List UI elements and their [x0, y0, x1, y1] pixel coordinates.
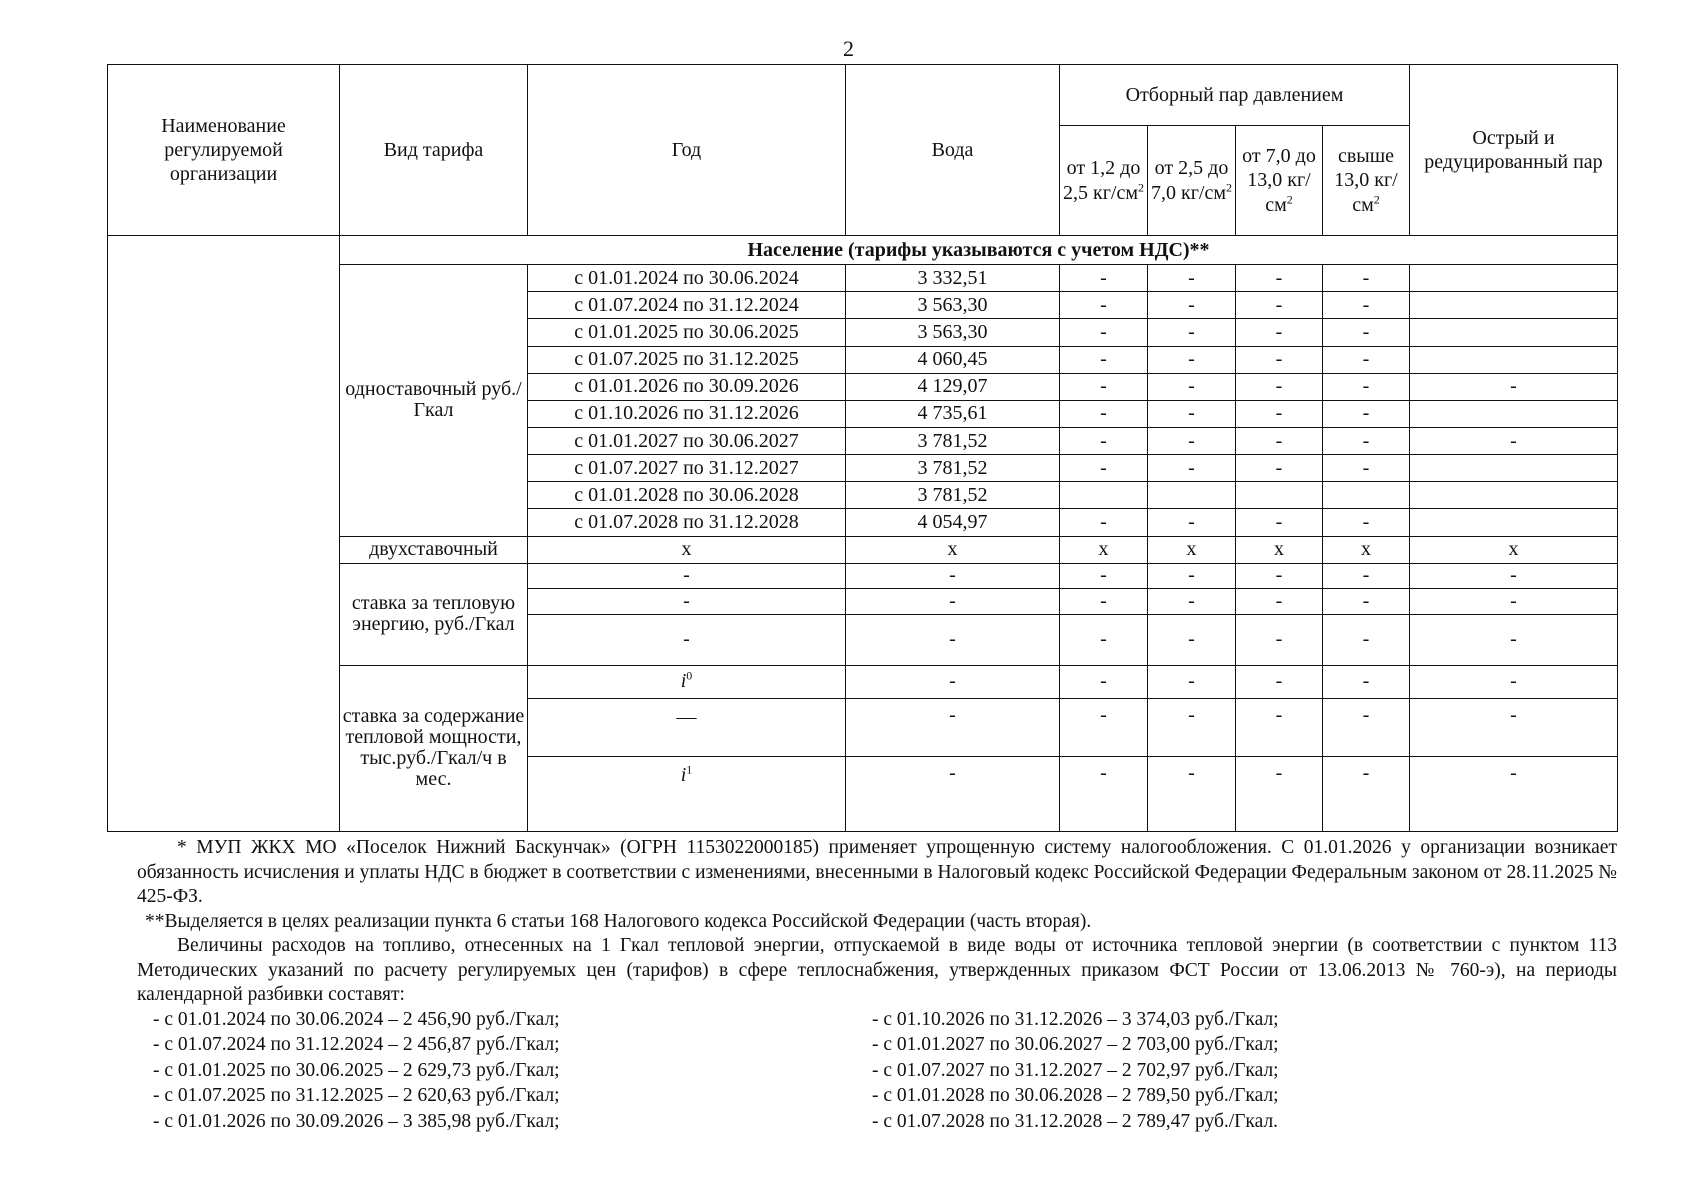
steam-p3-value: - [1236, 373, 1323, 400]
dash-cell: - [846, 698, 1060, 757]
steam-p4-value: - [1323, 265, 1410, 292]
capacity-rate-label: ставка за содержание тепловой мощности, тыс.руб./Гкал/ч в мес. [340, 665, 528, 831]
steam-p3-value: - [1236, 265, 1323, 292]
dash-cell: - [1236, 698, 1323, 757]
fuel-cost-item: - с 01.07.2027 по 31.12.2027 – 2 702,97 руб./Гкал; [872, 1059, 1279, 1081]
i0-formula: $i^0$ [528, 665, 846, 698]
steam-p4-value: - [1323, 455, 1410, 482]
header-pressure-4: свыше 13,0 $кг/см^2$ [1323, 125, 1410, 236]
two-rate-label: двухставочный [340, 536, 528, 563]
fuel-cost-item: - с 01.07.2024 по 31.12.2024 – 2 456,87 руб./Гкал; [153, 1034, 560, 1055]
steam-p1-value: - [1060, 427, 1148, 454]
steam-p4-value: - [1323, 427, 1410, 454]
water-value: 3 332,51 [846, 265, 1060, 292]
two-rate-x: x [1323, 536, 1410, 563]
steam-p2-value: - [1148, 455, 1236, 482]
steam-p3-value: - [1236, 346, 1323, 373]
water-value: 4 735,61 [846, 400, 1060, 427]
water-value: 3 563,30 [846, 292, 1060, 319]
dash-cell: - [846, 665, 1060, 698]
period-cell: с 01.10.2026 по 31.12.2026 [528, 400, 846, 427]
period-cell: с 01.07.2024 по 31.12.2024 [528, 292, 846, 319]
steam-p2-value: - [1148, 400, 1236, 427]
sharp-steam-value [1410, 400, 1618, 427]
two-rate-x: x [1060, 536, 1148, 563]
dash-cell: - [846, 589, 1060, 615]
period-cell: с 01.01.2024 по 30.06.2024 [528, 265, 846, 292]
dash-cell: - [1323, 614, 1410, 665]
page-number: 2 [843, 36, 854, 61]
two-rate-x: x [528, 536, 846, 563]
steam-p1-value [1060, 482, 1148, 509]
steam-p3-value: - [1236, 509, 1323, 536]
dash-cell: - [1410, 698, 1618, 757]
dash-cell: - [1236, 589, 1323, 615]
water-value: 4 054,97 [846, 509, 1060, 536]
steam-p1-value: - [1060, 292, 1148, 319]
sharp-steam-value [1410, 319, 1618, 346]
dash-cell: - [1060, 589, 1148, 615]
sharp-steam-value [1410, 346, 1618, 373]
dash-cell: - [1236, 665, 1323, 698]
sharp-steam-value [1410, 292, 1618, 319]
sharp-steam-value [1410, 482, 1618, 509]
dash-cell: - [1323, 757, 1410, 832]
fuel-cost-intro: Величины расходов на топливо, отнесенных на 1 Гкал тепловой энергии, отпускаемой в виде воды от источника тепловой энергии (в соответствии с пунктом 113 Методических указаний по расчету регулируемых цен (тарифов) в сфере теплоснабжения, утвержденных приказом ФСТ России от 13.06.2013 № 760-э), на периоды календарной разбивки составят: [137, 935, 1617, 1005]
dash-cell: - [1060, 698, 1148, 757]
fuel-cost-item: - с 01.07.2025 по 31.12.2025 – 2 620,63 руб./Гкал; [153, 1085, 560, 1106]
footnote-usn: * МУП ЖКХ МО «Поселок Нижний Баскунчак» (ОГРН 1153022000185) применяет упрощенную систему налогообложения. С 01.01.2026 у организации возникает обязанность исчисления и уплаты НДС в бюджет в соответствии с изменениями, внесенными в Налоговый кодекс Российской Федерации Федеральным законом от 28.11.2025 № 425-ФЗ. [137, 837, 1617, 907]
steam-p4-value [1323, 482, 1410, 509]
steam-p2-value: - [1148, 427, 1236, 454]
dash-cell: - [528, 614, 846, 665]
steam-p4-value: - [1323, 509, 1410, 536]
dash-cell: - [1060, 563, 1148, 589]
water-value: 3 781,52 [846, 427, 1060, 454]
dash-cell: - [1410, 563, 1618, 589]
steam-p2-value: - [1148, 265, 1236, 292]
steam-p2-value: - [1148, 509, 1236, 536]
dash-cell: - [1323, 665, 1410, 698]
steam-p3-value [1236, 482, 1323, 509]
dash-cell: - [1323, 563, 1410, 589]
fuel-cost-item: - с 01.10.2026 по 31.12.2026 – 3 374,03 руб./Гкал; [872, 1008, 1279, 1030]
header-pressure-1: от 1,2 до 2,5 $кг/см^2$ [1060, 125, 1148, 236]
long-dash-cell: — [528, 698, 846, 757]
steam-p1-value: - [1060, 373, 1148, 400]
sharp-steam-value [1410, 265, 1618, 292]
steam-p3-value: - [1236, 427, 1323, 454]
i1-formula: $i^1$ [528, 757, 846, 832]
steam-p4-value: - [1323, 292, 1410, 319]
dash-cell: - [1148, 563, 1236, 589]
steam-p2-value: - [1148, 373, 1236, 400]
water-value: 3 781,52 [846, 482, 1060, 509]
steam-p3-value: - [1236, 455, 1323, 482]
header-water: Вода [846, 65, 1060, 236]
dash-cell: - [1410, 589, 1618, 615]
header-pressure-2: от 2,5 до 7,0 $кг/см^2$ [1148, 125, 1236, 236]
fuel-cost-item: - с 01.07.2028 по 31.12.2028 – 2 789,47 руб./Гкал. [872, 1110, 1279, 1132]
dash-cell: - [1148, 665, 1236, 698]
water-value: 3 781,52 [846, 455, 1060, 482]
steam-p2-value: - [1148, 319, 1236, 346]
steam-p1-value: - [1060, 400, 1148, 427]
water-value: 4 060,45 [846, 346, 1060, 373]
fuel-cost-left-column [153, 1008, 560, 1136]
steam-p4-value: - [1323, 373, 1410, 400]
period-cell: с 01.07.2025 по 31.12.2025 [528, 346, 846, 373]
dash-cell: - [846, 757, 1060, 832]
dash-cell: - [1323, 589, 1410, 615]
fuel-cost-item: - с 01.01.2024 по 30.06.2024 – 2 456,90 руб./Гкал; [153, 1008, 560, 1030]
dash-cell: - [846, 614, 1060, 665]
dash-cell: - [1236, 757, 1323, 832]
fuel-cost-right-column [872, 1008, 1279, 1136]
dash-cell: - [1060, 614, 1148, 665]
period-cell: с 01.01.2027 по 30.06.2027 [528, 427, 846, 454]
two-rate-x: x [846, 536, 1060, 563]
dash-cell: - [1410, 665, 1618, 698]
steam-p2-value [1148, 482, 1236, 509]
footnote-vat: **Выделяется в целях реализации пункта 6 статьи 168 Налогового кодекса Российской Федерации (часть вторая). [145, 910, 1092, 932]
dash-cell: - [1236, 563, 1323, 589]
steam-p3-value: - [1236, 319, 1323, 346]
sharp-steam-value: - [1410, 373, 1618, 400]
period-cell: с 01.01.2026 по 30.09.2026 [528, 373, 846, 400]
dash-cell: - [1148, 614, 1236, 665]
steam-p4-value: - [1323, 400, 1410, 427]
steam-p2-value: - [1148, 292, 1236, 319]
header-org: Наименование регулируемой организации [108, 65, 340, 236]
steam-p3-value: - [1236, 292, 1323, 319]
steam-p1-value: - [1060, 509, 1148, 536]
fuel-cost-item: - с 01.01.2025 по 30.06.2025 – 2 629,73 руб./Гкал; [153, 1059, 560, 1081]
section-title: Население (тарифы указываются с учетом НДС)** [340, 236, 1618, 265]
sharp-steam-value [1410, 509, 1618, 536]
steam-p1-value: - [1060, 455, 1148, 482]
water-value: 4 129,07 [846, 373, 1060, 400]
fuel-cost-item: - с 01.01.2028 по 30.06.2028 – 2 789,50 руб./Гкал; [872, 1085, 1279, 1106]
sharp-steam-value [1410, 455, 1618, 482]
steam-p1-value: - [1060, 346, 1148, 373]
period-cell: с 01.01.2028 по 30.06.2028 [528, 482, 846, 509]
fuel-cost-list [137, 1008, 1617, 1138]
sharp-steam-value: - [1410, 427, 1618, 454]
dash-cell: - [1410, 614, 1618, 665]
dash-cell: - [1148, 757, 1236, 832]
header-year: Год [528, 65, 846, 236]
period-cell: с 01.07.2028 по 31.12.2028 [528, 509, 846, 536]
dash-cell: - [1060, 757, 1148, 832]
dash-cell: - [1148, 589, 1236, 615]
dash-cell: - [528, 563, 846, 589]
two-rate-x: x [1410, 536, 1618, 563]
water-value: 3 563,30 [846, 319, 1060, 346]
dash-cell: - [528, 589, 846, 615]
fuel-cost-item: - с 01.01.2027 по 30.06.2027 – 2 703,00 руб./Гкал; [872, 1034, 1279, 1055]
steam-p4-value: - [1323, 346, 1410, 373]
one-rate-label: одноставочный руб./Гкал [340, 265, 528, 536]
header-tariff-type: Вид тарифа [340, 65, 528, 236]
heat-rate-label: ставка за тепловую энергию, руб./Гкал [340, 563, 528, 665]
two-rate-x: x [1236, 536, 1323, 563]
footnotes [137, 836, 1617, 1138]
steam-p1-value: - [1060, 265, 1148, 292]
dash-cell: - [1410, 757, 1618, 832]
header-sharp-steam: Острый и редуцированный пар [1410, 65, 1618, 236]
fuel-cost-item: - с 01.01.2026 по 30.09.2026 – 3 385,98 руб./Гкал; [153, 1110, 560, 1132]
dash-cell: - [1060, 665, 1148, 698]
steam-p1-value: - [1060, 319, 1148, 346]
dash-cell: - [1323, 698, 1410, 757]
org-name-cell [108, 236, 340, 832]
header-pressure-3: от 7,0 до 13,0 $кг/см^2$ [1236, 125, 1323, 236]
steam-p3-value: - [1236, 400, 1323, 427]
period-cell: с 01.07.2027 по 31.12.2027 [528, 455, 846, 482]
two-rate-x: x [1148, 536, 1236, 563]
dash-cell: - [1236, 614, 1323, 665]
steam-p2-value: - [1148, 346, 1236, 373]
steam-p4-value: - [1323, 319, 1410, 346]
header-steam-group: Отборный пар давлением [1060, 65, 1410, 126]
tariff-table [107, 64, 1618, 832]
dash-cell: - [1148, 698, 1236, 757]
dash-cell: - [846, 563, 1060, 589]
period-cell: с 01.01.2025 по 30.06.2025 [528, 319, 846, 346]
